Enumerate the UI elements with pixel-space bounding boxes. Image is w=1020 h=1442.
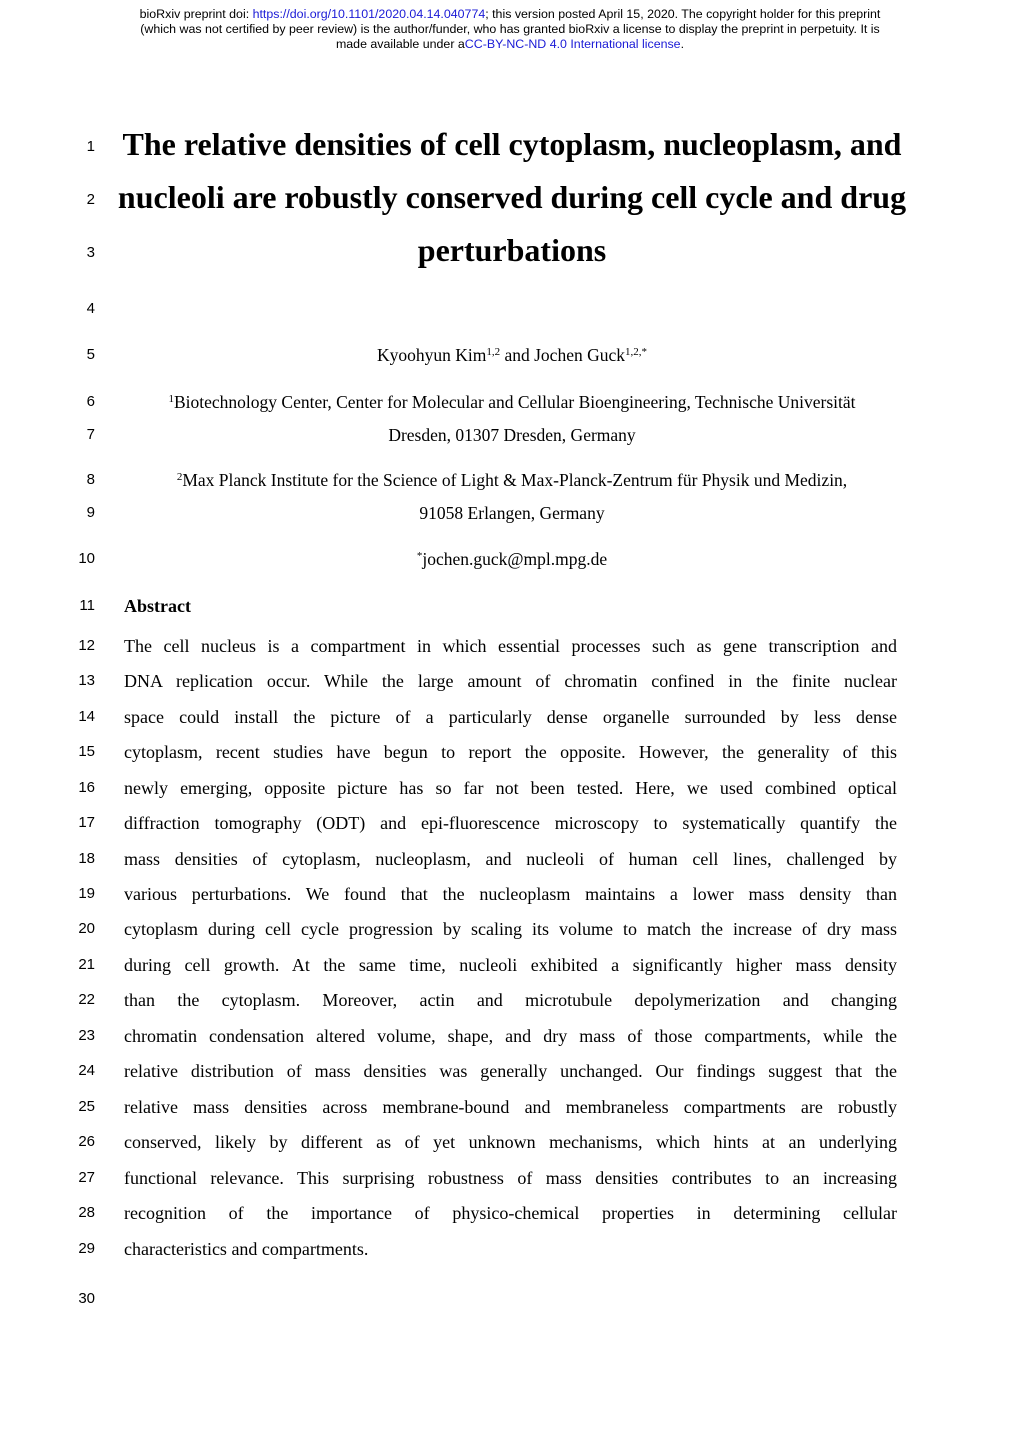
affiliation-sup: 2	[176, 471, 183, 483]
abstract-line: newly emerging, opposite picture has so far not been tested. Here, we used combined optical	[124, 778, 897, 798]
line-number: 8	[86, 471, 95, 488]
line-number: 13	[78, 672, 95, 689]
preprint-notice	[60, 7, 960, 52]
affiliation-sup: 1	[168, 393, 174, 405]
affiliation-1-line-1: $^1$Biotechnology Center, Center for Molecular and Cellular Bioengineering, Technische Universität	[168, 392, 856, 412]
line-number: 20	[78, 920, 95, 937]
line-number: 27	[78, 1169, 95, 1186]
line-number: 29	[78, 1240, 95, 1257]
notice-line-1: bioRxiv preprint doi: https://doi.org/10.1101/2020.04.14.040774; this version posted April 15, 2020. The copyright holder for this preprint	[139, 7, 881, 21]
abstract-line: chromatin condensation altered volume, shape, and dry mass of those compartments, while the	[124, 1026, 897, 1046]
corresponding-marker: *	[416, 550, 423, 562]
line-number: 19	[78, 885, 95, 902]
line-number: 12	[78, 637, 95, 654]
abstract-line: various perturbations. We found that the nucleoplasm maintains a lower mass density than	[124, 884, 897, 904]
paper-title-line-1: The relative densities of cell cytoplasm, nucleoplasm, and	[122, 126, 902, 162]
abstract-line: during cell growth. At the same time, nucleoli exhibited a significantly higher mass density	[124, 955, 897, 975]
line-number: 6	[86, 393, 95, 410]
license-link[interactable]: CC-BY-NC-ND 4.0 International license	[464, 37, 681, 51]
affiliation-2-line-1: $^2$Max Planck Institute for the Science of Light & Max-Planck-Zentrum für Physik und Medizin,	[176, 470, 848, 490]
line-number: 2	[86, 191, 95, 208]
line-number: 14	[78, 708, 95, 725]
line-number: 15	[78, 743, 95, 760]
author-affiliation-sup: 1,2,*	[625, 346, 648, 358]
line-number: 16	[78, 779, 95, 796]
line-number: 25	[78, 1098, 95, 1115]
line-number: 30	[78, 1290, 95, 1307]
paper-title-line-2: nucleoli are robustly conserved during cell cycle and drug	[117, 179, 907, 215]
line-number: 9	[86, 504, 95, 521]
line-number: 18	[78, 850, 95, 867]
line-number: 21	[78, 956, 95, 973]
abstract-heading: Abstract	[124, 596, 191, 616]
line-number: 11	[79, 597, 95, 614]
abstract-line: characteristics and compartments.	[124, 1239, 369, 1259]
author-name: Kyoohyun Kim	[376, 345, 487, 365]
abstract-line: functional relevance. This surprising robustness of mass densities contributes to an increasing	[124, 1168, 897, 1188]
abstract-line: recognition of the importance of physico-chemical properties in determining cellular	[124, 1203, 897, 1223]
abstract-line: DNA replication occur. While the large amount of chromatin confined in the finite nuclear	[124, 671, 897, 691]
abstract-line: cytoplasm during cell cycle progression by scaling its volume to match the increase of dry mass	[124, 919, 897, 939]
line-number: 5	[86, 346, 95, 363]
corresponding-email	[112, 548, 912, 570]
abstract-line: cytoplasm, recent studies have begun to report the opposite. However, the generality of this	[124, 742, 897, 762]
line-number: 24	[78, 1062, 95, 1079]
doi-link[interactable]: https://doi.org/10.1101/2020.04.14.040774	[252, 7, 486, 21]
line-number: 28	[78, 1204, 95, 1221]
affiliation-1-line-2: Dresden, 01307 Dresden, Germany	[388, 425, 636, 445]
line-number: 3	[86, 244, 95, 261]
line-number: 4	[86, 300, 95, 317]
line-number: 7	[86, 426, 95, 443]
abstract-line: conserved, likely by different as of yet unknown mechanisms, which hints at an underlying	[124, 1132, 897, 1152]
abstract-line: relative mass densities across membrane-bound and membraneless compartments are robustly	[124, 1097, 897, 1117]
line-number: 22	[78, 991, 95, 1008]
line-number: 23	[78, 1027, 95, 1044]
notice-line-3: made available under aCC-BY-NC-ND 4.0 International license.	[335, 37, 685, 51]
line-number: 1	[86, 138, 95, 155]
paper-title-line-3: perturbations	[417, 232, 607, 268]
author-name: Jochen Guck	[534, 345, 626, 365]
notice-line-2: (which was not certified by peer review) is the author/funder, who has granted bioRxiv a license to display the preprint in perpetuity. It is	[140, 22, 880, 36]
affiliation-2-line-2: 91058 Erlangen, Germany	[419, 503, 605, 523]
abstract-line: relative distribution of mass densities was generally unchanged. Our findings suggest that the	[124, 1061, 897, 1081]
abstract-line: space could install the picture of a particularly dense organelle surrounded by less dense	[124, 707, 897, 727]
email-address[interactable]: jochen.guck@mpl.mpg.de	[422, 549, 608, 569]
abstract-line: diffraction tomography (ODT) and epi-fluorescence microscopy to systematically quantify the	[124, 813, 897, 833]
abstract-line: than the cytoplasm. Moreover, actin and microtubule depolymerization and changing	[124, 990, 897, 1010]
abstract-line: The cell nucleus is a compartment in which essential processes such as gene transcription and	[124, 636, 897, 656]
author-affiliation-sup: 1,2	[486, 346, 501, 358]
abstract-line: mass densities of cytoplasm, nucleoplasm, and nucleoli of human cell lines, challenged by	[124, 849, 897, 869]
line-number: 17	[78, 814, 95, 831]
line-number: 26	[78, 1133, 95, 1150]
line-number: 10	[78, 550, 95, 567]
author-list: Kyoohyun Kim$^{1,2}$ and Jochen Guck$^{1,2,*}$	[376, 345, 648, 365]
